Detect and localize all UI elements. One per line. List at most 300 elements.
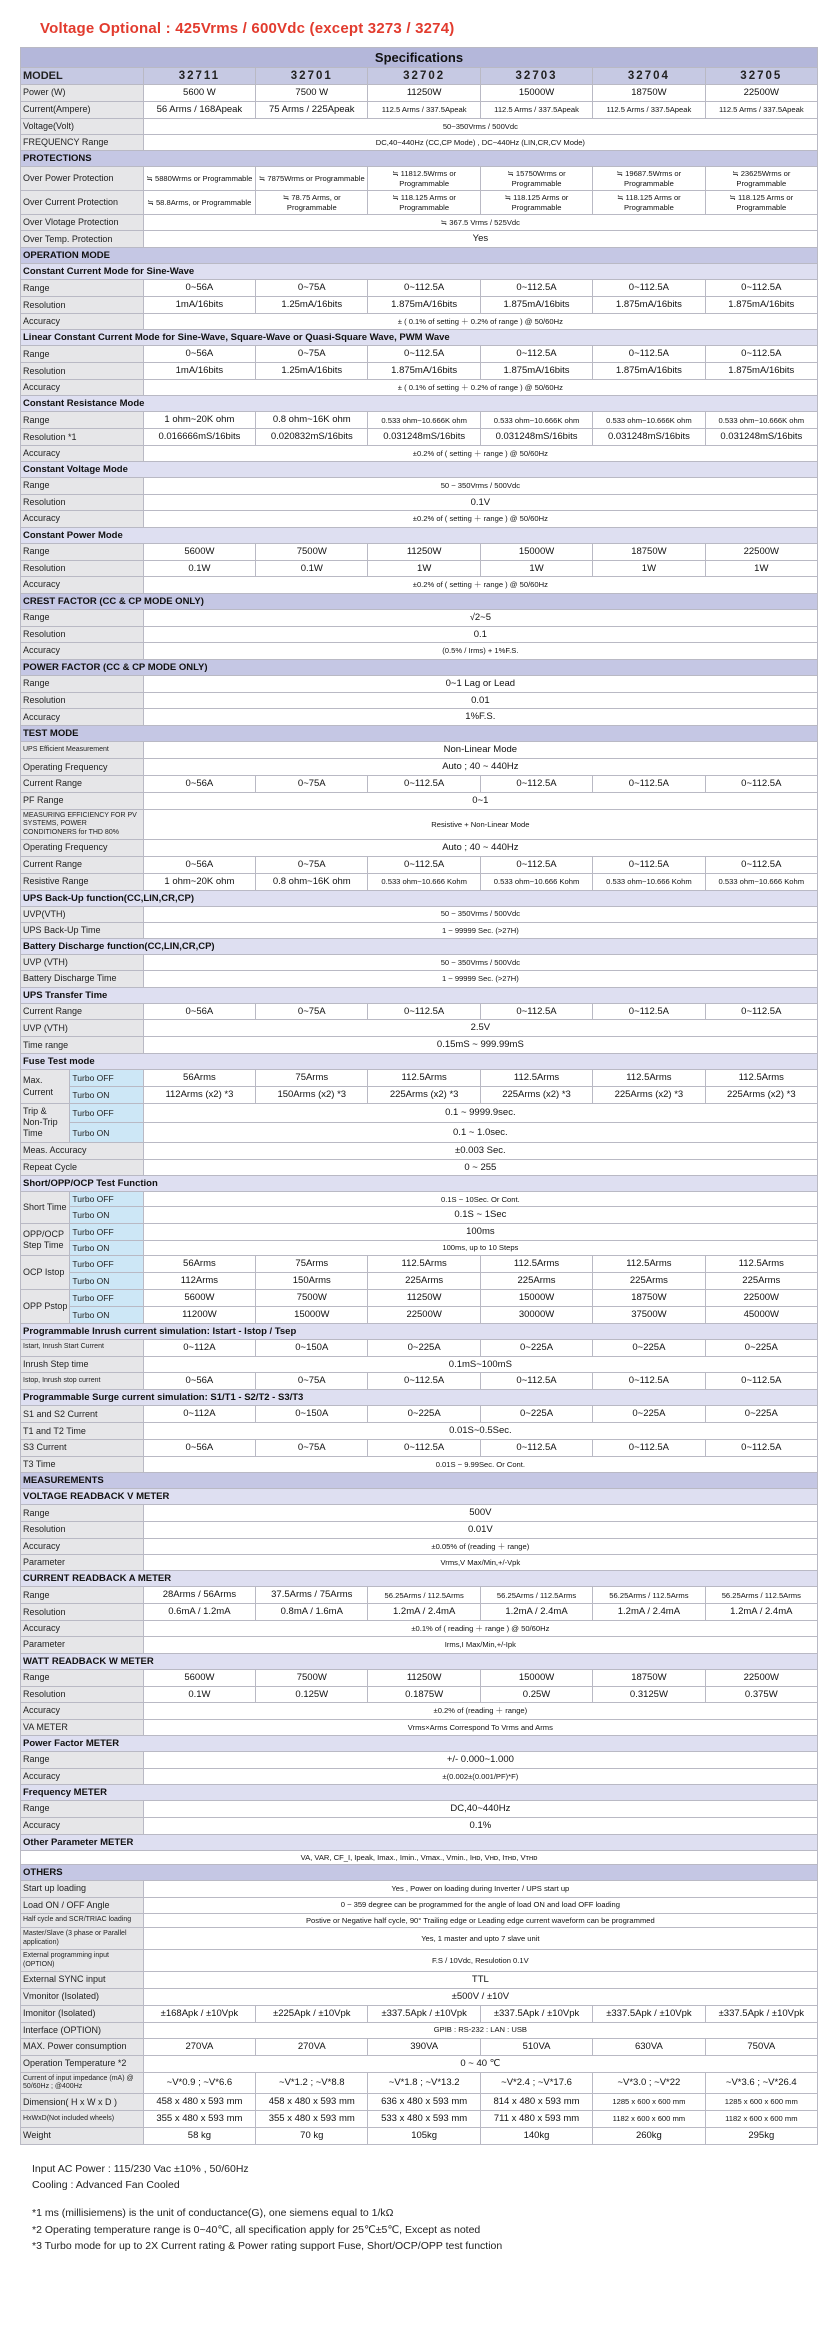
spec-value: 15000W [480, 543, 592, 560]
spec-value-span: Vrms×Arms Correspond To Vrms and Arms [143, 1719, 817, 1735]
spec-value: 0.8 ohm~16K ohm [256, 873, 368, 890]
spec-value-span: 0.15mS ~ 999.99mS [143, 1037, 817, 1054]
spec-row [21, 1456, 818, 1472]
spec-row [21, 446, 818, 462]
row-label: T1 and T2 Time [21, 1423, 144, 1440]
spec-value: 0~112.5A [705, 1003, 817, 1020]
row-label: FREQUENCY Range [21, 135, 144, 151]
spec-value: 225Arms [368, 1273, 480, 1290]
row-label: Accuracy [21, 1538, 144, 1554]
spec-value: 112.5Arms [705, 1070, 817, 1087]
spec-value: 11250W [368, 85, 480, 102]
section-title: Constant Current Mode for Sine-Wave [21, 264, 818, 280]
spec-value: 458 x 480 x 593 mm [256, 2094, 368, 2111]
spec-value: 5600 W [143, 85, 255, 102]
spec-value: 22500W [705, 1669, 817, 1686]
row-label: Range [21, 1751, 144, 1768]
turbo-sublabel: Turbo OFF [70, 1224, 143, 1241]
spec-row [21, 1003, 818, 1020]
row-label: Resistive Range [21, 873, 144, 890]
row-label: Resolution [21, 1604, 144, 1621]
row-label: Range [21, 1587, 144, 1604]
spec-value: 1W [368, 560, 480, 577]
spec-value: 0~112.5A [480, 776, 592, 793]
spec-value-span: F.S / 10Vdc, Resulotion 0.1V [143, 1950, 817, 1972]
spec-value: 0~225A [705, 1406, 817, 1423]
table-header [21, 48, 818, 85]
section-header-row [21, 659, 818, 675]
row-label: Range [21, 1801, 144, 1818]
spec-row [21, 1306, 818, 1323]
spec-row [21, 1928, 818, 1950]
model-number: 32701 [256, 68, 368, 85]
spec-value: 0.1W [143, 560, 255, 577]
spec-value: 0.031248mS/16bits [368, 429, 480, 446]
spec-value: 1.875mA/16bits [480, 363, 592, 380]
spec-value: 1 ohm~20K ohm [143, 873, 255, 890]
spec-value-span: TTL [143, 1971, 817, 1988]
row-label: Range [21, 346, 144, 363]
row-label: Interface (OPTION) [21, 2022, 144, 2038]
spec-value: 7500 W [256, 85, 368, 102]
spec-value-span: 0~1 [143, 792, 817, 809]
spec-row [21, 215, 818, 231]
section-title: Frequency METER [21, 1785, 818, 1801]
spec-row [21, 1522, 818, 1539]
spec-value: 0~112.5A [368, 346, 480, 363]
spec-value: 18750W [593, 1669, 705, 1686]
spec-row [21, 809, 818, 839]
spec-value: 0~225A [368, 1339, 480, 1356]
spec-value: 0~112.5A [705, 1440, 817, 1457]
spec-value-span: 0.01V [143, 1522, 817, 1539]
row-label: UVP (VTH) [21, 1020, 144, 1037]
spec-row [21, 2111, 818, 2128]
row-label: Trip & Non-Trip Time [21, 1103, 70, 1142]
turbo-sublabel: Turbo ON [70, 1273, 143, 1290]
spec-value-span: 0.1% [143, 1817, 817, 1834]
spec-row [21, 577, 818, 593]
spec-value: 0~56A [143, 1440, 255, 1457]
spec-value: 0~75A [256, 1003, 368, 1020]
section-title: Battery Discharge function(CC,LIN,CR,CP) [21, 939, 818, 955]
spec-value: 0~112.5A [705, 776, 817, 793]
subsection-header-row [21, 1054, 818, 1070]
row-label: Imonitor (Isolated) [21, 2005, 144, 2022]
spec-value: 0.533 ohm~10.666K ohm [593, 412, 705, 429]
row-label: Over Vlotage Protection [21, 215, 144, 231]
spec-row [21, 922, 818, 938]
spec-value: 636 x 480 x 593 mm [368, 2094, 480, 2111]
spec-row [21, 1123, 818, 1142]
spec-value: 390VA [368, 2038, 480, 2055]
spec-value-span: ±0.003 Sec. [143, 1142, 817, 1159]
spec-value: 70 kg [256, 2128, 368, 2145]
section-title: OTHERS [21, 1865, 818, 1881]
spec-value: 510VA [480, 2038, 592, 2055]
subsection-header-row [21, 1653, 818, 1669]
spec-value: 0~150A [256, 1406, 368, 1423]
spec-value-span: ±0.2% of ( setting ＋ range ) @ 50/60Hz [143, 577, 817, 593]
row-label: MAX. Power consumption [21, 2038, 144, 2055]
row-label: Meas. Accuracy [21, 1142, 144, 1159]
spec-row [21, 118, 818, 134]
subsection-header-row [21, 1176, 818, 1192]
spec-value: 5600W [143, 1289, 255, 1306]
spec-row [21, 1087, 818, 1104]
row-label: Weight [21, 2128, 144, 2145]
row-label: Accuracy [21, 1817, 144, 1834]
spec-value-span: Postive or Negative half cycle, 90° Trailing edge or Leading edge current waveform can be programmed [143, 1913, 817, 1927]
row-label: Parameter [21, 1555, 144, 1571]
subsection-header-row [21, 527, 818, 543]
row-label: Half cycle and SCR/TRIAC loading [21, 1913, 144, 1927]
spec-value-span: Auto ; 40 ~ 440Hz [143, 839, 817, 856]
spec-value-span: Yes , Power on loading during Inverter / UPS start up [143, 1881, 817, 1897]
spec-row [21, 191, 818, 215]
spec-value-span: 0.1S ~ 1Sec [143, 1207, 817, 1224]
spec-value: ~V*2.4 ; ~V*17.6 [480, 2072, 592, 2094]
spec-value: 355 x 480 x 593 mm [256, 2111, 368, 2128]
subsection-header-row [21, 1785, 818, 1801]
row-label: T3 Time [21, 1456, 144, 1472]
spec-value: 5600W [143, 1669, 255, 1686]
row-label: Range [21, 1505, 144, 1522]
spec-value: 0.125W [256, 1686, 368, 1703]
spec-value-span: 500V [143, 1505, 817, 1522]
spec-value: 0~112.5A [593, 1373, 705, 1390]
spec-value: 1.875mA/16bits [593, 297, 705, 314]
spec-value-span: 50 ~ 350Vrms / 500Vdc [143, 906, 817, 922]
spec-value: 0~112A [143, 1406, 255, 1423]
spec-value: 15000W [480, 1289, 592, 1306]
spec-value: ≒ 118.125 Arms or Programmable [368, 191, 480, 215]
spec-value: 0~112.5A [705, 346, 817, 363]
spec-value: 28Arms / 56Arms [143, 1587, 255, 1604]
spec-value-span: Resistive + Non-Linear Mode [143, 809, 817, 839]
spec-value-span: Yes [143, 231, 817, 248]
row-label: Over Power Protection [21, 167, 144, 191]
spec-value-span: 0 ~ 359 degree can be programmed for the angle of load ON and load OFF loading [143, 1897, 817, 1913]
spec-value: 0~112.5A [480, 1440, 592, 1457]
subsection-header-row [21, 1323, 818, 1339]
spec-value: 15000W [480, 1669, 592, 1686]
spec-value: ~V*3.0 ; ~V*22 [593, 2072, 705, 2094]
spec-value: ≒ 118.125 Arms or Programmable [593, 191, 705, 215]
spec-row [21, 1621, 818, 1637]
spec-row [21, 873, 818, 890]
spec-value: 0~112.5A [593, 346, 705, 363]
spec-value-span: 1%F.S. [143, 709, 817, 726]
row-label: Resolution [21, 297, 144, 314]
spec-value-span: 0~1 Lag or Lead [143, 675, 817, 692]
spec-value: 225Arms (x2) *3 [593, 1087, 705, 1104]
section-title: UPS Transfer Time [21, 987, 818, 1003]
spec-value-span: GPIB : RS-232 : LAN : USB [143, 2022, 817, 2038]
spec-value: 75Arms [256, 1070, 368, 1087]
row-label: OPP Pstop [21, 1289, 70, 1323]
spec-value: 225Arms [480, 1273, 592, 1290]
row-label: Vmonitor (Isolated) [21, 1988, 144, 2005]
spec-row [21, 2128, 818, 2145]
spec-row [21, 1020, 818, 1037]
spec-value-span: 2.5V [143, 1020, 817, 1037]
spec-value: 270VA [256, 2038, 368, 2055]
spec-value: ≒ 78.75 Arms, or Programmable [256, 191, 368, 215]
row-label: Master/Slave (3 phase or Parallel application) [21, 1928, 144, 1950]
spec-row [21, 1505, 818, 1522]
spec-value: 270VA [143, 2038, 255, 2055]
row-label: Resolution [21, 494, 144, 511]
row-label: Dimension( H x W x D ) [21, 2094, 144, 2111]
turbo-sublabel: Turbo ON [70, 1207, 143, 1224]
row-label: Accuracy [21, 643, 144, 659]
section-title: Constant Power Mode [21, 527, 818, 543]
spec-row [21, 626, 818, 643]
spec-value: 112.5Arms [368, 1256, 480, 1273]
section-title: Other Parameter METER [21, 1834, 818, 1850]
spec-row [21, 742, 818, 759]
row-label: Over Current Protection [21, 191, 144, 215]
spec-row [21, 1850, 818, 1864]
spec-value: 22500W [368, 1306, 480, 1323]
row-label: Range [21, 1669, 144, 1686]
spec-value: 112.5Arms [705, 1256, 817, 1273]
spec-value: 1.875mA/16bits [705, 363, 817, 380]
spec-value-span: 0.1 ~ 9999.9sec. [143, 1103, 817, 1122]
section-header-row [21, 1473, 818, 1489]
spec-value: 750VA [705, 2038, 817, 2055]
spec-row [21, 1881, 818, 1897]
spec-value: 711 x 480 x 593 mm [480, 2111, 592, 2128]
spec-value: 0~56A [143, 1373, 255, 1390]
spec-value: 0.3125W [593, 1686, 705, 1703]
spec-value: 1W [705, 560, 817, 577]
spec-row [21, 692, 818, 709]
spec-row [21, 363, 818, 380]
row-label: External programming input (OPTION) [21, 1950, 144, 1972]
spec-value-span: ±(0.002±(0.001/PF)*F) [143, 1768, 817, 1784]
spec-value: 533 x 480 x 593 mm [368, 2111, 480, 2128]
row-label: Operating Frequency [21, 839, 144, 856]
spec-value: ≒ 11812.5Wrms or Programmable [368, 167, 480, 191]
spec-value-span: 0 ~ 40 ℃ [143, 2055, 817, 2072]
spec-value: 22500W [705, 85, 817, 102]
spec-value-span: Auto ; 40 ~ 440Hz [143, 759, 817, 776]
spec-value: 0~225A [705, 1339, 817, 1356]
spec-row [21, 231, 818, 248]
spec-row [21, 297, 818, 314]
row-label: Current of input impedance (mA) @ 50/60Hz ; @400Hz [21, 2072, 144, 2094]
spec-row [21, 1950, 818, 1972]
section-title: VOLTAGE READBACK V METER [21, 1489, 818, 1505]
spec-value: 58 kg [143, 2128, 255, 2145]
spec-row [21, 2005, 818, 2022]
spec-value: 0~75A [256, 1373, 368, 1390]
spec-value: 7500W [256, 543, 368, 560]
spec-row [21, 759, 818, 776]
spec-row [21, 1339, 818, 1356]
spec-row [21, 167, 818, 191]
footnote-line: *3 Turbo mode for up to 2X Current rating & Power rating support Fuse, Short/OCP/OPP test function [32, 2239, 503, 2252]
spec-row [21, 1192, 818, 1207]
spec-value: ±168Apk / ±10Vpk [143, 2005, 255, 2022]
spec-row [21, 511, 818, 527]
spec-value: ~V*0.9 ; ~V*6.6 [143, 2072, 255, 2094]
spec-value: 30000W [480, 1306, 592, 1323]
spec-row [21, 955, 818, 971]
subsection-header-row [21, 1571, 818, 1587]
spec-value: 1.875mA/16bits [368, 363, 480, 380]
subsection-header-row [21, 1489, 818, 1505]
spec-row [21, 1273, 818, 1290]
subsection-header-row [21, 330, 818, 346]
spec-value: 5600W [143, 543, 255, 560]
spec-row [21, 1913, 818, 1927]
spec-value: 0~56A [143, 1003, 255, 1020]
row-label: Short Time [21, 1192, 70, 1224]
row-label: VA METER [21, 1719, 144, 1735]
spec-value-span: 0.1S ~ 10Sec. Or Cont. [143, 1192, 817, 1207]
spec-value: 355 x 480 x 593 mm [143, 2111, 255, 2128]
row-label: Accuracy [21, 1768, 144, 1784]
spec-value: 37.5Arms / 75Arms [256, 1587, 368, 1604]
row-label: S1 and S2 Current [21, 1406, 144, 1423]
row-label: Resolution [21, 560, 144, 577]
footnote-line: *2 Operating temperature range is 0~40℃, all specification apply for 25℃±5℃, Except as noted [32, 2223, 481, 2236]
spec-value: 0~225A [368, 1406, 480, 1423]
spec-value: 7500W [256, 1669, 368, 1686]
spec-value: 225Arms (x2) *3 [480, 1087, 592, 1104]
spec-value: 0~225A [593, 1406, 705, 1423]
spec-row [21, 2094, 818, 2111]
section-title: TEST MODE [21, 726, 818, 742]
spec-value: 1.25mA/16bits [256, 363, 368, 380]
spec-value-span: ± ( 0.1% of setting ＋ 0.2% of range ) @ 50/60Hz [143, 380, 817, 396]
spec-row [21, 135, 818, 151]
spec-value: 105kg [368, 2128, 480, 2145]
spec-value: 0~112.5A [368, 1003, 480, 1020]
row-label: Current Range [21, 1003, 144, 1020]
spec-value: 0.533 ohm~10.666 Kohm [368, 873, 480, 890]
subsection-header-row [21, 462, 818, 478]
subsection-header-row [21, 987, 818, 1003]
spec-value: 112Arms (x2) *3 [143, 1087, 255, 1104]
spec-value: 56 Arms / 168Apeak [143, 101, 255, 118]
spec-value-span: ±0.1% of ( reading ＋ range ) @ 50/60Hz [143, 1621, 817, 1637]
spec-value: 1.875mA/16bits [480, 297, 592, 314]
spec-value: ≒ 58.8Arms, or Programmable [143, 191, 255, 215]
spec-value-span: 100ms, up to 10 Steps [143, 1241, 817, 1256]
row-label: OCP Istop [21, 1256, 70, 1290]
spec-value: 225Arms [705, 1273, 817, 1290]
spec-row [21, 1142, 818, 1159]
spec-value: ~V*3.6 ; ~V*26.4 [705, 2072, 817, 2094]
spec-row [21, 1037, 818, 1054]
section-title: MEASUREMENTS [21, 1473, 818, 1489]
spec-row [21, 1289, 818, 1306]
spec-value: 0~75A [256, 1440, 368, 1457]
row-label: Accuracy [21, 1703, 144, 1719]
specifications-table [20, 47, 818, 2145]
spec-value: 295kg [705, 2128, 817, 2145]
spec-value: 11250W [368, 1289, 480, 1306]
spec-value: 0~75A [256, 856, 368, 873]
spec-row [21, 280, 818, 297]
row-label: HxWxD(Not included wheels) [21, 2111, 144, 2128]
spec-row [21, 839, 818, 856]
spec-value: 11200W [143, 1306, 255, 1323]
row-label: Start up loading [21, 1881, 144, 1897]
spec-row [21, 1440, 818, 1457]
row-label: Operation Temperature *2 [21, 2055, 144, 2072]
spec-value-span: 0.01S ~ 9.99Sec. Or Cont. [143, 1456, 817, 1472]
spec-value: 0.031248mS/16bits [480, 429, 592, 446]
spec-value: 112.5 Arms / 337.5Apeak [480, 101, 592, 118]
spec-value: 75 Arms / 225Apeak [256, 101, 368, 118]
model-number: 32704 [593, 68, 705, 85]
spec-value: 0~112.5A [593, 1003, 705, 1020]
spec-row [21, 1373, 818, 1390]
spec-row [21, 1751, 818, 1768]
spec-value-span: ≒ 367.5 Vrms / 525Vdc [143, 215, 817, 231]
spec-value: 0~75A [256, 280, 368, 297]
row-label: Range [21, 543, 144, 560]
spec-value-span: 100ms [143, 1224, 817, 1241]
spec-row [21, 971, 818, 987]
row-label: Accuracy [21, 577, 144, 593]
spec-value-span: 1 ~ 99999 Sec. (>27H) [143, 971, 817, 987]
spec-row [21, 346, 818, 363]
section-title: Power Factor METER [21, 1735, 818, 1751]
spec-value: ~V*1.2 ; ~V*8.8 [256, 2072, 368, 2094]
spec-row [21, 643, 818, 659]
spec-value-span: Irms,I Max/Min,+/-Ipk [143, 1637, 817, 1653]
spec-row [21, 2038, 818, 2055]
spec-value: ≒ 19687.5Wrms or Programmable [593, 167, 705, 191]
spec-row [21, 675, 818, 692]
spec-row [21, 1070, 818, 1087]
turbo-sublabel: Turbo OFF [70, 1192, 143, 1207]
subsection-header-row [21, 1390, 818, 1406]
spec-row [21, 1686, 818, 1703]
spec-row [21, 1988, 818, 2005]
spec-value: 814 x 480 x 593 mm [480, 2094, 592, 2111]
spec-value: 18750W [593, 1289, 705, 1306]
spec-value-span: DC,40~440Hz (CC,CP Mode) , DC~440Hz (LIN,CR,CV Mode) [143, 135, 817, 151]
spec-value: 0.6mA / 1.2mA [143, 1604, 255, 1621]
spec-value: 0.031248mS/16bits [705, 429, 817, 446]
spec-value: ≒ 118.125 Arms or Programmable [480, 191, 592, 215]
turbo-sublabel: Turbo ON [70, 1123, 143, 1142]
spec-row [21, 543, 818, 560]
row-label: Resolution [21, 692, 144, 709]
row-label: UVP (VTH) [21, 955, 144, 971]
spec-value-span: ± ( 0.1% of setting ＋ 0.2% of range ) @ 50/60Hz [143, 314, 817, 330]
spec-value: 0~112.5A [480, 1373, 592, 1390]
model-number: 32705 [705, 68, 817, 85]
row-label: Accuracy [21, 446, 144, 462]
spec-value: ±337.5Apk / ±10Vpk [705, 2005, 817, 2022]
spec-value-span: 1 ~ 99999 Sec. (>27H) [143, 922, 817, 938]
row-label: Accuracy [21, 709, 144, 726]
spec-value: 0.533 ohm~10.666 Kohm [593, 873, 705, 890]
spec-row [21, 380, 818, 396]
row-label: Operating Frequency [21, 759, 144, 776]
row-label: Parameter [21, 1637, 144, 1653]
spec-value: 18750W [593, 85, 705, 102]
subsection-header-row [21, 1735, 818, 1751]
